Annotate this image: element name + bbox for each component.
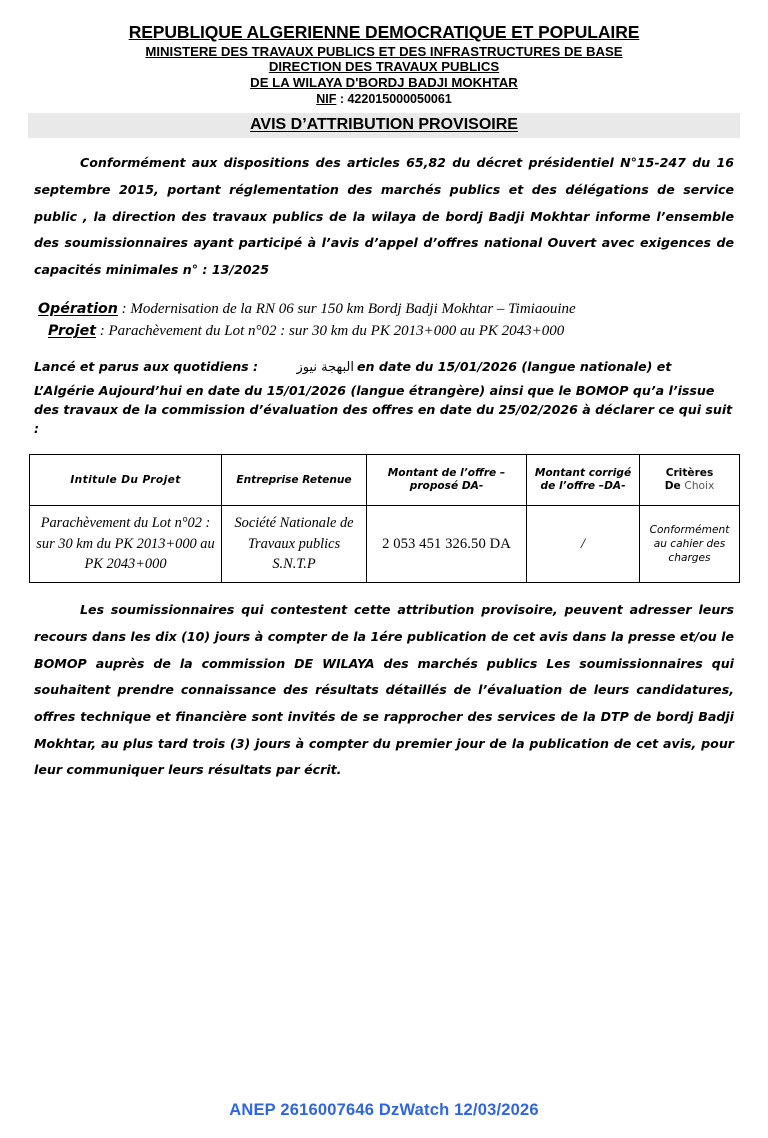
operation-block <box>38 298 768 343</box>
award-table-wrapper <box>29 454 739 583</box>
header-criteres-line1: Critères <box>665 466 714 479</box>
header-line-ministry <box>0 44 768 60</box>
operation-row <box>38 298 768 321</box>
projet-value: : Parachèvement du Lot n°02 : sur 30 km du PK 2013+000 au PK 2043+000 <box>95 323 565 340</box>
projet-label: Projet <box>48 323 96 340</box>
cell-criteres: Conformément au cahier des charges <box>640 506 740 583</box>
arabic-newspaper-name: البهجة نيوز <box>296 360 355 375</box>
notice-title-banner <box>28 113 740 138</box>
publication-block <box>34 357 734 438</box>
recours-paragraph-text: Les soumissionnaires qui contestent cette attribution provisoire, peuvent adresser leurs recours dans les dix (10) jours à compter de la 1ére publication de cet avis dans la presse et/ou le BOMOP auprès de la commission DE WILAYA des marchés publics Les soumissionnaires qui souhaitent prendre connaissance des résultats détaillés de l’évaluation de leurs candidatures, offres technique et financière sont invités de se rapprocher des services de la DTP de bordj Badji Mokhtar, au plus tard trois (3) jours à compter du premier jour de la publication de cet avis, pour leur communiquer leurs résultats par écrit. <box>34 602 734 778</box>
header-montant-offre: Montant de l’offre – proposé DA- <box>367 455 527 506</box>
nif-label: NIF <box>316 92 337 107</box>
table-header-row <box>30 455 740 506</box>
publication-line-national <box>34 357 734 378</box>
award-table-head <box>30 455 740 506</box>
header-criteres-line2-light: Choix <box>684 480 715 493</box>
header-line-wilaya-text: DE LA WILAYA D'BORDJ BADJI MOKHTAR <box>250 74 518 90</box>
header-criteres-choix <box>640 455 740 506</box>
header-montant-corrige: Montant corrigé de l’offre –DA- <box>527 455 640 506</box>
publication-line-foreign <box>34 381 734 438</box>
header-line-direction-text: DIRECTION DES TRAVAUX PUBLICS <box>268 59 500 75</box>
notice-title-text: AVIS D’ATTRIBUTION PROVISOIRE <box>250 116 518 134</box>
cell-entreprise: Société Nationale de Travaux publics S.N.T.P <box>222 506 367 583</box>
anep-footer-text: ANEP 2616007646 DzWatch 12/03/2026 <box>229 1101 539 1119</box>
intro-paragraph-text: Conformément aux dispositions des articles 65,82 du décret présidentiel N°15-247 du 16 septembre 2015, portant réglementation des marchés publics et des délégations de service public , la direction des travaux publics de la wilaya de bordj Badji Mokhtar informe l’ensemble des soumissionnaires ayant participé à l’avis d’appel d’offres national Ouvert avec exigences de capacités minimales n° : 13/2025 <box>34 155 734 277</box>
header-criteres-line2-bold: De <box>664 480 685 493</box>
cell-montant-offre: 2 053 451 326.50 DA <box>367 506 527 583</box>
foreign-newspaper-name: L’Algérie Aujourd’hui <box>34 382 182 398</box>
cell-projet: Parachèvement du Lot n°02 : sur 30 km du PK 2013+000 au PK 2043+000 <box>30 506 222 583</box>
award-table <box>29 454 740 583</box>
intro-paragraph <box>34 150 734 283</box>
header-line-ministry-text: MINISTERE DES TRAVAUX PUBLICS ET DES INFRASTRUCTURES DE BASE <box>145 43 623 59</box>
projet-row <box>38 320 768 343</box>
award-table-body <box>30 506 740 583</box>
header-entreprise-retenue: Entreprise Retenue <box>222 455 367 506</box>
cell-montant-corrige: / <box>527 506 640 583</box>
operation-value: : Modernisation de la RN 06 sur 150 km Bordj Badji Mokhtar – Timiaouine <box>117 300 576 317</box>
header-intitule-projet: Intitule Du Projet <box>30 455 222 506</box>
header-line-direction <box>0 59 768 75</box>
operation-label: Opération <box>38 300 118 317</box>
nif-value: : 422015000050061 <box>336 92 452 107</box>
table-row <box>30 506 740 583</box>
publication-lead: Lancé et parus aux quotidiens : <box>34 359 263 374</box>
header-line-wilaya <box>0 75 768 91</box>
header-line-nif <box>0 92 768 107</box>
publication-foreign-date: en date du 15/01/2026 (langue étrangère) ainsi que le BOMOP qu’a l’issue des travaux de la commission d’évaluation des offres en date du 25/02/2026 à déclarer ce qui suit : <box>34 382 733 437</box>
header-line-republic-text: REPUBLIQUE ALGERIENNE DEMOCRATIQUE ET POPULAIRE <box>128 22 640 42</box>
header-line-republic <box>0 22 768 43</box>
document-header <box>0 0 768 107</box>
publication-national-date: en date du 15/01/2026 (langue nationale) et <box>357 359 672 374</box>
recours-paragraph <box>34 597 734 784</box>
anep-footer <box>0 1101 768 1120</box>
